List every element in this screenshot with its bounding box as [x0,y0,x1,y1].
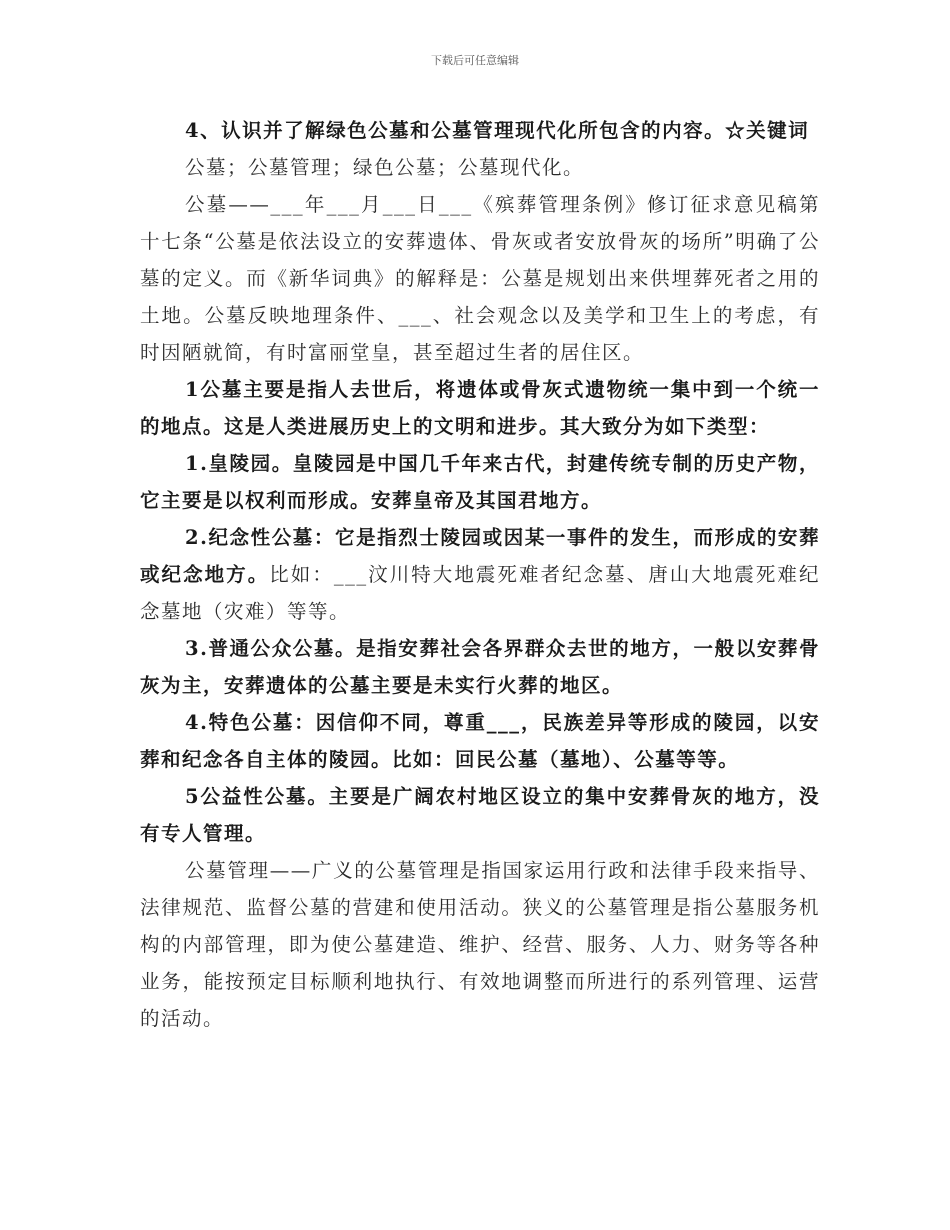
cemetery-management-paragraph: 公墓管理——广义的公墓管理是指国家运用行政和法律手段来指导、法律规范、监督公墓的营建和使用活动。狭义的公墓管理是指公墓服务机构的内部管理，即为使公墓建造、维护、经营、服务、人力、财务等各种业务，能按预定目标顺利地执行、有效地调整而所进行的系列管理、运营的活动。 [140,859,820,1030]
objective-paragraph: 4、认识并了解绿色公墓和公墓管理现代化所包含的内容。☆关键词 [185,119,810,142]
cemetery-types-intro: 1公墓主要是指人去世后，将遗体或骨灰式遗物统一集中到一个统一的地点。这是人类进展历史上的文明和进步。其大致分为如下类型： [140,378,820,438]
type-public-cemetery: 3.普通公众公墓。是指安葬社会各界群众去世的地方，一般以安葬骨灰为主，安葬遗体的公墓主要是未实行火葬的地区。 [140,637,820,697]
page-header: 下载后可任意编辑 [431,54,519,67]
type-memorial-cemetery-example: 比如：___汶川特大地震死难者纪念墓、唐山大地震死难纪念墓地（灾难）等等。 [140,563,820,623]
type-memorial-cemetery-bold: 2.纪念性公墓：它是指烈士陵园或因某一事件的发生，而形成的安葬或纪念地方。 [140,526,820,586]
type-memorial-cemetery [140,519,820,630]
document-body [140,112,820,1037]
type-special-cemetery: 4.特色公墓：因信仰不同，尊重___，民族差异等形成的陵园，以安葬和纪念各自主体的陵园。比如：回民公墓（墓地）、公墓等等。 [140,711,820,771]
cemetery-definition-paragraph: 公墓——___年___月___日___《殡葬管理条例》修订征求意见稿第十七条“公墓是依法设立的安葬遗体、骨灰或者安放骨灰的场所”明确了公墓的定义。而《新华词典》的解释是：公墓是规划出来供埋葬死者之用的土地。公墓反映地理条件、___、社会观念以及美学和卫生上的考虑，有时因陋就简，有时富丽堂皇，甚至超过生者的居住区。 [140,193,820,364]
type-imperial-mausoleum: 1.皇陵园。皇陵园是中国几千年来古代，封建传统专制的历史产物，它主要是以权利而形成。安葬皇帝及其国君地方。 [140,452,820,512]
keywords-paragraph: 公墓；公墓管理；绿色公墓；公墓现代化。 [185,156,585,179]
type-charity-cemetery: 5公益性公墓。主要是广阔农村地区设立的集中安葬骨灰的地方，没有专人管理。 [140,785,820,845]
